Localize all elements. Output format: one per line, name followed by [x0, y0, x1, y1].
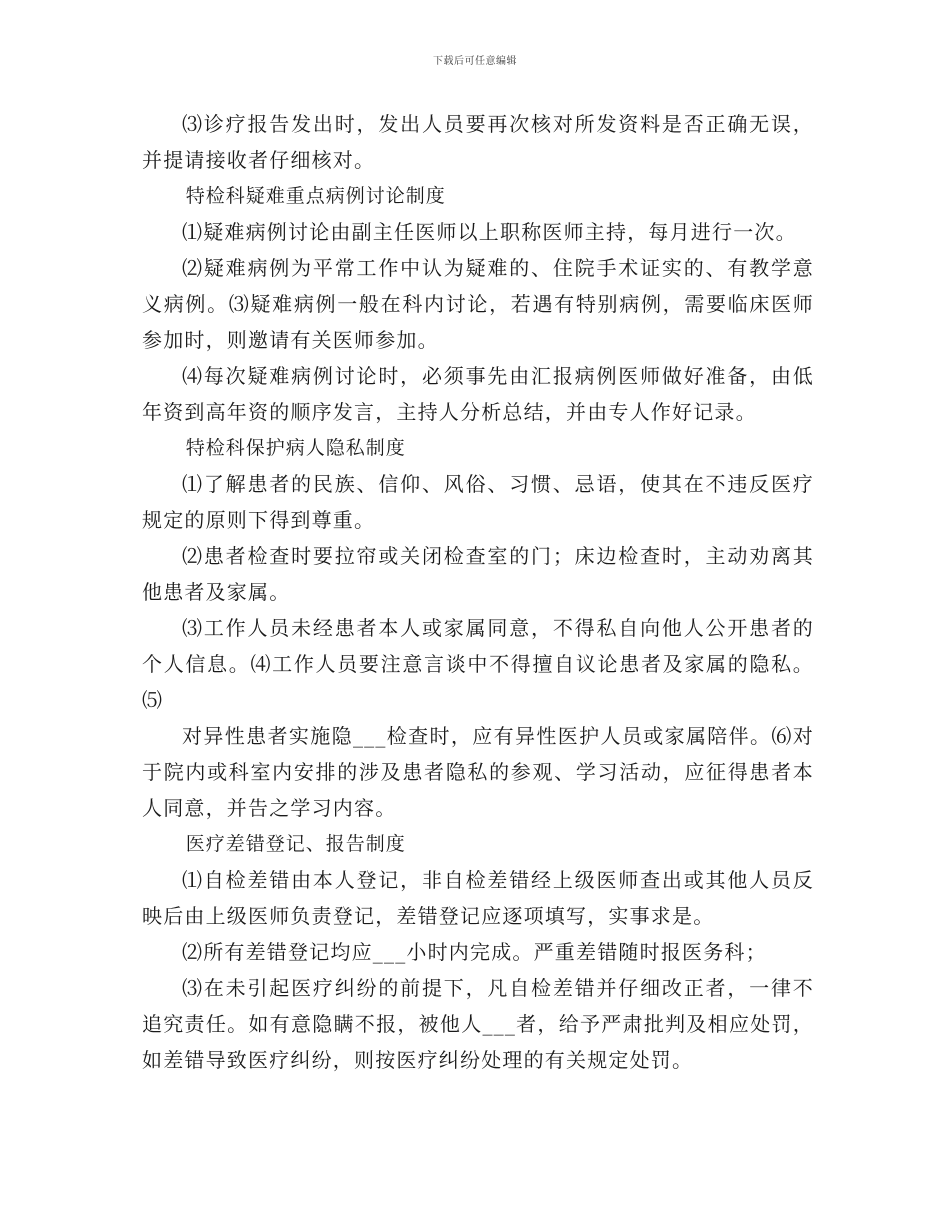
paragraph-penalty: ⑶在未引起医疗纠纷的前提下，凡自检差错并仔细改正者，一律不追究责任。如有意隐瞒不报，被他人___者，给予严肃批判及相应处罚，如差错导致医疗纠纷，则按医疗纠纷处理的有关规定处罚。 [142, 976, 814, 1072]
paragraph-discussion-host: ⑴疑难病例讨论由副主任医师以上职称医师主持，每月进行一次。 [182, 220, 797, 244]
section-heading-error-report: 医疗差错登记、报告制度 [185, 833, 406, 855]
paragraph-discussion-procedure: ⑷每次疑难病例讨论时，必须事先由汇报病例医师做好准备，由低年资到高年资的顺序发言，主持人分析总结，并由专人作好记录。 [142, 364, 814, 424]
paragraph-respect-customs: ⑴了解患者的民族、信仰、风俗、习惯、忌语，使其在不违反医疗规定的原则下得到尊重。 [142, 472, 814, 532]
paragraph-self-check-errors: ⑴自检差错由本人登记，非自检差错经上级医师查出或其他人员反映后由上级医师负责登记，差错登记应逐项填写，实事求是。 [142, 868, 814, 928]
paragraph-opposite-sex-exam: 对异性患者实施隐___检查时，应有异性医护人员或家属陪伴。⑹对于院内或科室内安排的涉及患者隐私的参观、学习活动，应征得患者本人同意，并告之学习内容。 [142, 724, 814, 820]
page-header: 下载后可任意编辑 [433, 56, 517, 67]
paragraph-difficult-case-definition: ⑵疑难病例为平常工作中认为疑难的、住院手术证实的、有教学意义病例。⑶疑难病例一般在科内讨论，若遇有特别病例，需要临床医师参加时，则邀请有关医师参加。 [142, 256, 814, 352]
section-heading-privacy: 特检科保护病人隐私制度 [185, 437, 406, 459]
paragraph-curtain-door: ⑵患者检查时要拉帘或关闭检查室的门；床边检查时，主动劝离其他患者及家属。 [142, 544, 814, 604]
paragraph-registration-deadline: ⑵所有差错登记均应___小时内完成。严重差错随时报医务科； [182, 940, 767, 964]
paragraph-personal-info: ⑶工作人员未经患者本人或家属同意，不得私自向他人公开患者的个人信息。⑷工作人员要注意言谈中不得擅自议论患者及家属的隐私。⑸ [142, 616, 814, 712]
section-heading-difficult-cases: 特检科疑难重点病例讨论制度 [185, 185, 446, 207]
paragraph-report-check: ⑶诊疗报告发出时，发出人员要再次核对所发资料是否正确无误，并提请接收者仔细核对。 [142, 112, 814, 172]
document-body [142, 106, 814, 1078]
